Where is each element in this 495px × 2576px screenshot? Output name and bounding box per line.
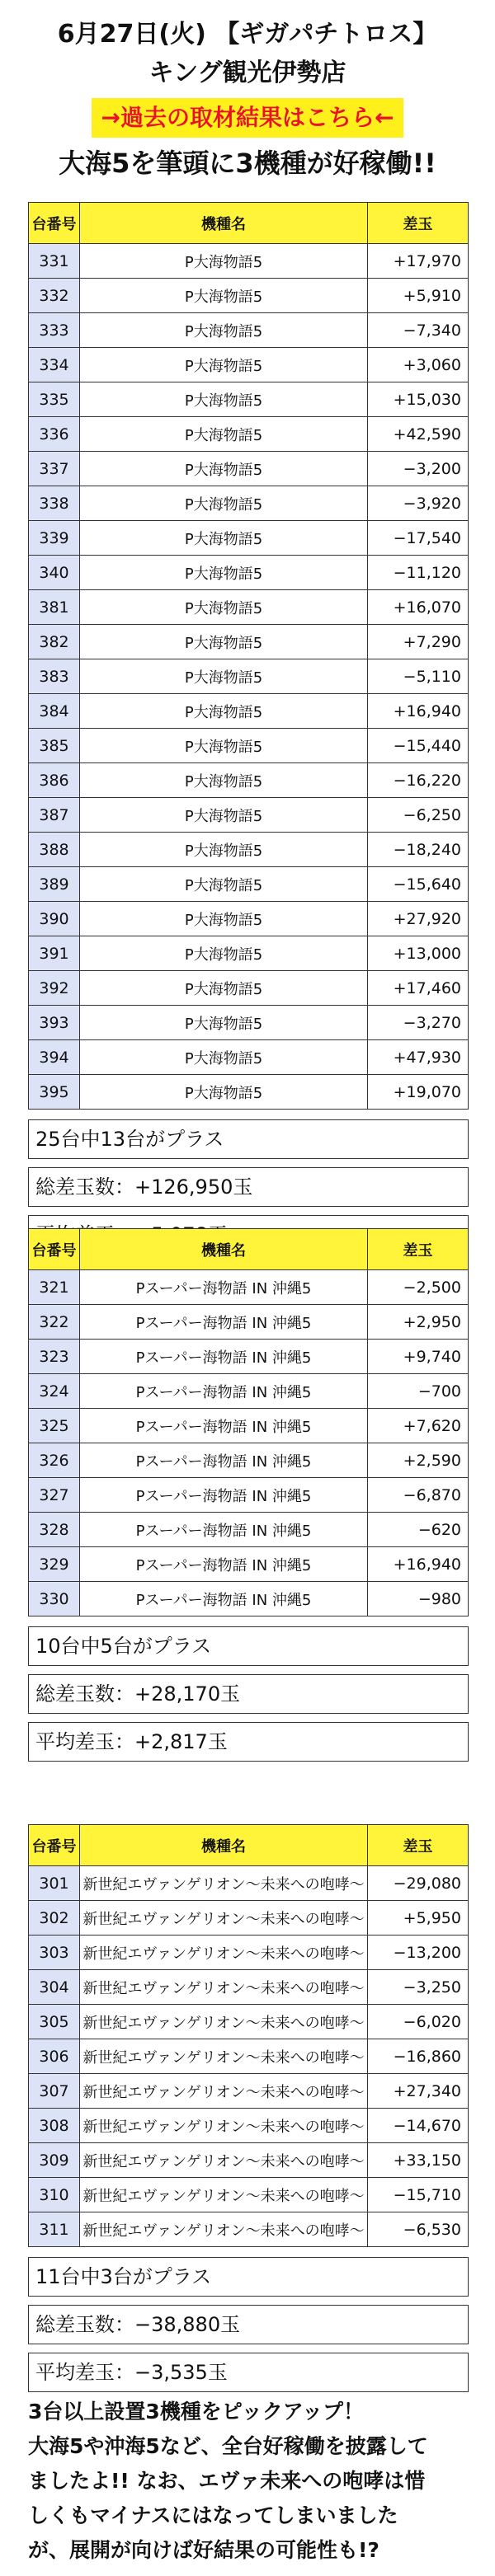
table-row xyxy=(29,417,469,452)
diff-cell: +16,940 xyxy=(368,694,469,729)
machine-number-cell: 329 xyxy=(29,1547,80,1582)
diff-cell: −13,200 xyxy=(368,1936,469,1970)
diff-cell: +2,590 xyxy=(368,1443,469,1478)
machine-number-cell: 330 xyxy=(29,1582,80,1616)
machine-number-cell: 304 xyxy=(29,1970,80,2005)
event-title: 6月27日(火) 【ギガパチトロス】 xyxy=(57,20,438,49)
diff-cell: +27,920 xyxy=(368,902,469,936)
comment-line: が、展開が向けば好結果の可能性も!? xyxy=(28,2538,380,2562)
machine-number-cell: 334 xyxy=(29,348,80,382)
machine-number-cell: 325 xyxy=(29,1409,80,1443)
machine-number-cell: 384 xyxy=(29,694,80,729)
diff-cell: +16,070 xyxy=(368,590,469,625)
table-row xyxy=(29,1513,469,1547)
table-row xyxy=(29,1547,469,1582)
machine-name-cell: P大海物語5 xyxy=(80,902,368,936)
machine-name-cell: P大海物語5 xyxy=(80,798,368,833)
column-header-number: 台番号 xyxy=(29,1229,80,1270)
table-row xyxy=(29,1075,469,1110)
machine-number-cell: 393 xyxy=(29,1006,80,1040)
table-row xyxy=(29,659,469,694)
diff-cell: +7,620 xyxy=(368,1409,469,1443)
machine-name-cell: P大海物語5 xyxy=(80,348,368,382)
comment-line: ましたよ!! なお、エヴァ未来への咆哮は惜 xyxy=(28,2469,426,2493)
machine-number-cell: 337 xyxy=(29,452,80,486)
headline: 大海5を筆頭に3機種が好稼働!! xyxy=(59,148,436,179)
machine-name-cell: 新世紀エヴァンゲリオン〜未来への咆哮〜 xyxy=(80,1866,368,1901)
past-results-link[interactable]: →過去の取材結果はこちら← xyxy=(92,98,404,138)
machine-number-cell: 339 xyxy=(29,521,80,556)
machine-name-cell: 新世紀エヴァンゲリオン〜未来への咆哮〜 xyxy=(80,2178,368,2212)
table-row xyxy=(29,936,469,971)
machine-number-cell: 336 xyxy=(29,417,80,452)
table-row xyxy=(29,452,469,486)
diff-cell: +2,950 xyxy=(368,1305,469,1340)
machine-number-cell: 303 xyxy=(29,1936,80,1970)
table-header-row xyxy=(29,203,469,244)
machine-number-cell: 323 xyxy=(29,1340,80,1374)
diff-cell: +27,340 xyxy=(368,2074,469,2109)
machine-number-cell: 389 xyxy=(29,867,80,902)
machine-name-cell: P大海物語5 xyxy=(80,1006,368,1040)
machine-number-cell: 306 xyxy=(29,2039,80,2074)
diff-cell: +17,460 xyxy=(368,971,469,1006)
machine-name-cell: P大海物語5 xyxy=(80,382,368,417)
diff-cell: −700 xyxy=(368,1374,469,1409)
diff-cell: −6,870 xyxy=(368,1478,469,1513)
machine-name-cell: Pスーパー海物語 IN 沖縄5 xyxy=(80,1478,368,1513)
table-row xyxy=(29,1305,469,1340)
summary-total-diff: 総差玉数：−38,880玉 xyxy=(28,2305,469,2344)
machine-name-cell: P大海物語5 xyxy=(80,833,368,867)
table-row xyxy=(29,625,469,659)
table-row xyxy=(29,763,469,798)
machine-number-cell: 335 xyxy=(29,382,80,417)
comment-line: 3台以上設置3機種をピックアップ！ xyxy=(28,2400,365,2424)
diff-cell: −3,200 xyxy=(368,452,469,486)
diff-cell: −7,340 xyxy=(368,313,469,348)
table-row xyxy=(29,2109,469,2143)
machine-number-cell: 382 xyxy=(29,625,80,659)
results-table xyxy=(28,202,469,1110)
machine-number-cell: 395 xyxy=(29,1075,80,1110)
machine-number-cell: 328 xyxy=(29,1513,80,1547)
diff-cell: −17,540 xyxy=(368,521,469,556)
table-row xyxy=(29,1340,469,1374)
machine-name-cell: Pスーパー海物語 IN 沖縄5 xyxy=(80,1270,368,1305)
table-row xyxy=(29,2178,469,2212)
column-header-number: 台番号 xyxy=(29,203,80,244)
comment-line: 大海5や沖海5など、全台好稼働を披露して xyxy=(28,2434,428,2458)
summary-average-diff: 平均差玉：+2,817玉 xyxy=(28,1722,469,1762)
diff-cell: −2,500 xyxy=(368,1270,469,1305)
machine-name-cell: 新世紀エヴァンゲリオン〜未来への咆哮〜 xyxy=(80,2039,368,2074)
machine-number-cell: 392 xyxy=(29,971,80,1006)
machine-number-cell: 331 xyxy=(29,244,80,279)
table-row xyxy=(29,2143,469,2178)
article-header xyxy=(0,0,495,186)
table-header-row xyxy=(29,1825,469,1866)
store-name: キング観光伊勢店 xyxy=(148,59,346,87)
machine-name-cell: Pスーパー海物語 IN 沖縄5 xyxy=(80,1443,368,1478)
machine-name-cell: 新世紀エヴァンゲリオン〜未来への咆哮〜 xyxy=(80,2074,368,2109)
machine-name-cell: 新世紀エヴァンゲリオン〜未来への咆哮〜 xyxy=(80,2109,368,2143)
column-header-machine: 機種名 xyxy=(80,1825,368,1866)
machine-number-cell: 333 xyxy=(29,313,80,348)
summary-average-diff: 平均差玉：−3,535玉 xyxy=(28,2353,469,2392)
machine-number-cell: 326 xyxy=(29,1443,80,1478)
summary-total-diff: 総差玉数：+126,950玉 xyxy=(28,1167,469,1207)
summary-plus-count: 25台中13台がプラス xyxy=(28,1119,469,1159)
machine-name-cell: P大海物語5 xyxy=(80,556,368,590)
diff-cell: +3,060 xyxy=(368,348,469,382)
machine-number-cell: 305 xyxy=(29,2005,80,2039)
summary-plus-count: 11台中3台がプラス xyxy=(28,2257,469,2297)
column-header-diff: 差玉 xyxy=(368,203,469,244)
machine-name-cell: 新世紀エヴァンゲリオン〜未来への咆哮〜 xyxy=(80,2143,368,2178)
diff-cell: −6,250 xyxy=(368,798,469,833)
diff-cell: −11,120 xyxy=(368,556,469,590)
table-row xyxy=(29,867,469,902)
diff-cell: −3,920 xyxy=(368,486,469,521)
machine-section-eva xyxy=(28,1824,469,2392)
diff-cell: −6,020 xyxy=(368,2005,469,2039)
table-row xyxy=(29,1970,469,2005)
machine-name-cell: P大海物語5 xyxy=(80,521,368,556)
table-row xyxy=(29,1582,469,1616)
machine-number-cell: 390 xyxy=(29,902,80,936)
machine-number-cell: 327 xyxy=(29,1478,80,1513)
machine-name-cell: P大海物語5 xyxy=(80,279,368,313)
diff-cell: −14,670 xyxy=(368,2109,469,2143)
table-row xyxy=(29,1374,469,1409)
table-row xyxy=(29,556,469,590)
diff-cell: +16,940 xyxy=(368,1547,469,1582)
table-row xyxy=(29,902,469,936)
machine-name-cell: 新世紀エヴァンゲリオン〜未来への咆哮〜 xyxy=(80,1901,368,1936)
diff-cell: −16,220 xyxy=(368,763,469,798)
machine-number-cell: 340 xyxy=(29,556,80,590)
diff-cell: −5,110 xyxy=(368,659,469,694)
table-row xyxy=(29,1866,469,1901)
machine-name-cell: Pスーパー海物語 IN 沖縄5 xyxy=(80,1547,368,1582)
table-row xyxy=(29,1409,469,1443)
machine-number-cell: 381 xyxy=(29,590,80,625)
table-row xyxy=(29,798,469,833)
machine-name-cell: Pスーパー海物語 IN 沖縄5 xyxy=(80,1409,368,1443)
diff-cell: +5,950 xyxy=(368,1901,469,1936)
machine-name-cell: P大海物語5 xyxy=(80,729,368,763)
machine-number-cell: 307 xyxy=(29,2074,80,2109)
machine-number-cell: 302 xyxy=(29,1901,80,1936)
table-row xyxy=(29,1006,469,1040)
machine-number-cell: 301 xyxy=(29,1866,80,1901)
summary-plus-count: 10台中5台がプラス xyxy=(28,1626,469,1666)
column-header-machine: 機種名 xyxy=(80,1229,368,1270)
table-row xyxy=(29,1478,469,1513)
machine-name-cell: P大海物語5 xyxy=(80,1075,368,1110)
diff-cell: +9,740 xyxy=(368,1340,469,1374)
past-results-link-wrap xyxy=(0,92,495,143)
table-row xyxy=(29,590,469,625)
machine-number-cell: 385 xyxy=(29,729,80,763)
diff-cell: +47,930 xyxy=(368,1040,469,1075)
diff-cell: +5,910 xyxy=(368,279,469,313)
table-row xyxy=(29,521,469,556)
machine-name-cell: P大海物語5 xyxy=(80,763,368,798)
machine-name-cell: P大海物語5 xyxy=(80,486,368,521)
summary-total-diff: 総差玉数：+28,170玉 xyxy=(28,1674,469,1714)
machine-number-cell: 321 xyxy=(29,1270,80,1305)
column-header-number: 台番号 xyxy=(29,1825,80,1866)
table-row xyxy=(29,729,469,763)
results-table xyxy=(28,1824,469,2247)
table-row xyxy=(29,279,469,313)
diff-cell: −29,080 xyxy=(368,1866,469,1901)
machine-number-cell: 391 xyxy=(29,936,80,971)
diff-cell: −15,640 xyxy=(368,867,469,902)
table-row xyxy=(29,2005,469,2039)
table-row xyxy=(29,2212,469,2247)
column-header-diff: 差玉 xyxy=(368,1825,469,1866)
machine-number-cell: 324 xyxy=(29,1374,80,1409)
machine-number-cell: 310 xyxy=(29,2178,80,2212)
column-header-diff: 差玉 xyxy=(368,1229,469,1270)
machine-name-cell: P大海物語5 xyxy=(80,936,368,971)
column-header-machine: 機種名 xyxy=(80,203,368,244)
diff-cell: −15,710 xyxy=(368,2178,469,2212)
machine-name-cell: P大海物語5 xyxy=(80,452,368,486)
table-header-row xyxy=(29,1229,469,1270)
machine-name-cell: 新世紀エヴァンゲリオン〜未来への咆哮〜 xyxy=(80,2212,368,2247)
table-row xyxy=(29,971,469,1006)
machine-name-cell: Pスーパー海物語 IN 沖縄5 xyxy=(80,1513,368,1547)
machine-number-cell: 386 xyxy=(29,763,80,798)
table-row xyxy=(29,1040,469,1075)
table-row xyxy=(29,1936,469,1970)
machine-number-cell: 332 xyxy=(29,279,80,313)
machine-number-cell: 387 xyxy=(29,798,80,833)
diff-cell: +42,590 xyxy=(368,417,469,452)
diff-cell: +33,150 xyxy=(368,2143,469,2178)
machine-name-cell: P大海物語5 xyxy=(80,1040,368,1075)
results-table xyxy=(28,1228,469,1616)
machine-name-cell: Pスーパー海物語 IN 沖縄5 xyxy=(80,1582,368,1616)
diff-cell: −16,860 xyxy=(368,2039,469,2074)
machine-number-cell: 383 xyxy=(29,659,80,694)
diff-cell: −6,530 xyxy=(368,2212,469,2247)
machine-name-cell: P大海物語5 xyxy=(80,971,368,1006)
machine-number-cell: 322 xyxy=(29,1305,80,1340)
machine-name-cell: P大海物語5 xyxy=(80,313,368,348)
machine-name-cell: P大海物語5 xyxy=(80,694,368,729)
diff-cell: −15,440 xyxy=(368,729,469,763)
machine-number-cell: 388 xyxy=(29,833,80,867)
table-row xyxy=(29,1443,469,1478)
diff-cell: +19,070 xyxy=(368,1075,469,1110)
table-row xyxy=(29,2039,469,2074)
diff-cell: −18,240 xyxy=(368,833,469,867)
article-comment xyxy=(28,2395,474,2568)
machine-number-cell: 311 xyxy=(29,2212,80,2247)
table-row xyxy=(29,348,469,382)
machine-name-cell: Pスーパー海物語 IN 沖縄5 xyxy=(80,1340,368,1374)
machine-name-cell: 新世紀エヴァンゲリオン〜未来への咆哮〜 xyxy=(80,2005,368,2039)
machine-name-cell: Pスーパー海物語 IN 沖縄5 xyxy=(80,1305,368,1340)
diff-cell: −980 xyxy=(368,1582,469,1616)
table-row xyxy=(29,1270,469,1305)
table-row xyxy=(29,1901,469,1936)
table-row xyxy=(29,313,469,348)
table-row xyxy=(29,2074,469,2109)
machine-name-cell: P大海物語5 xyxy=(80,625,368,659)
diff-cell: −3,250 xyxy=(368,1970,469,2005)
machine-number-cell: 338 xyxy=(29,486,80,521)
diff-cell: +13,000 xyxy=(368,936,469,971)
machine-number-cell: 308 xyxy=(29,2109,80,2143)
table-row xyxy=(29,382,469,417)
machine-name-cell: 新世紀エヴァンゲリオン〜未来への咆哮〜 xyxy=(80,1936,368,1970)
machine-name-cell: Pスーパー海物語 IN 沖縄5 xyxy=(80,1374,368,1409)
diff-cell: +17,970 xyxy=(368,244,469,279)
table-row xyxy=(29,694,469,729)
machine-section-okiumi5 xyxy=(28,1228,469,1762)
table-row xyxy=(29,244,469,279)
machine-name-cell: P大海物語5 xyxy=(80,590,368,625)
diff-cell: +7,290 xyxy=(368,625,469,659)
machine-name-cell: P大海物語5 xyxy=(80,417,368,452)
table-row xyxy=(29,486,469,521)
machine-section-umi5 xyxy=(28,202,469,1255)
machine-name-cell: P大海物語5 xyxy=(80,867,368,902)
machine-name-cell: P大海物語5 xyxy=(80,659,368,694)
machine-number-cell: 394 xyxy=(29,1040,80,1075)
diff-cell: −620 xyxy=(368,1513,469,1547)
comment-line: しくもマイナスにはなってしまいました xyxy=(28,2503,398,2527)
table-row xyxy=(29,833,469,867)
machine-name-cell: P大海物語5 xyxy=(80,244,368,279)
diff-cell: −3,270 xyxy=(368,1006,469,1040)
machine-number-cell: 309 xyxy=(29,2143,80,2178)
diff-cell: +15,030 xyxy=(368,382,469,417)
machine-name-cell: 新世紀エヴァンゲリオン〜未来への咆哮〜 xyxy=(80,1970,368,2005)
